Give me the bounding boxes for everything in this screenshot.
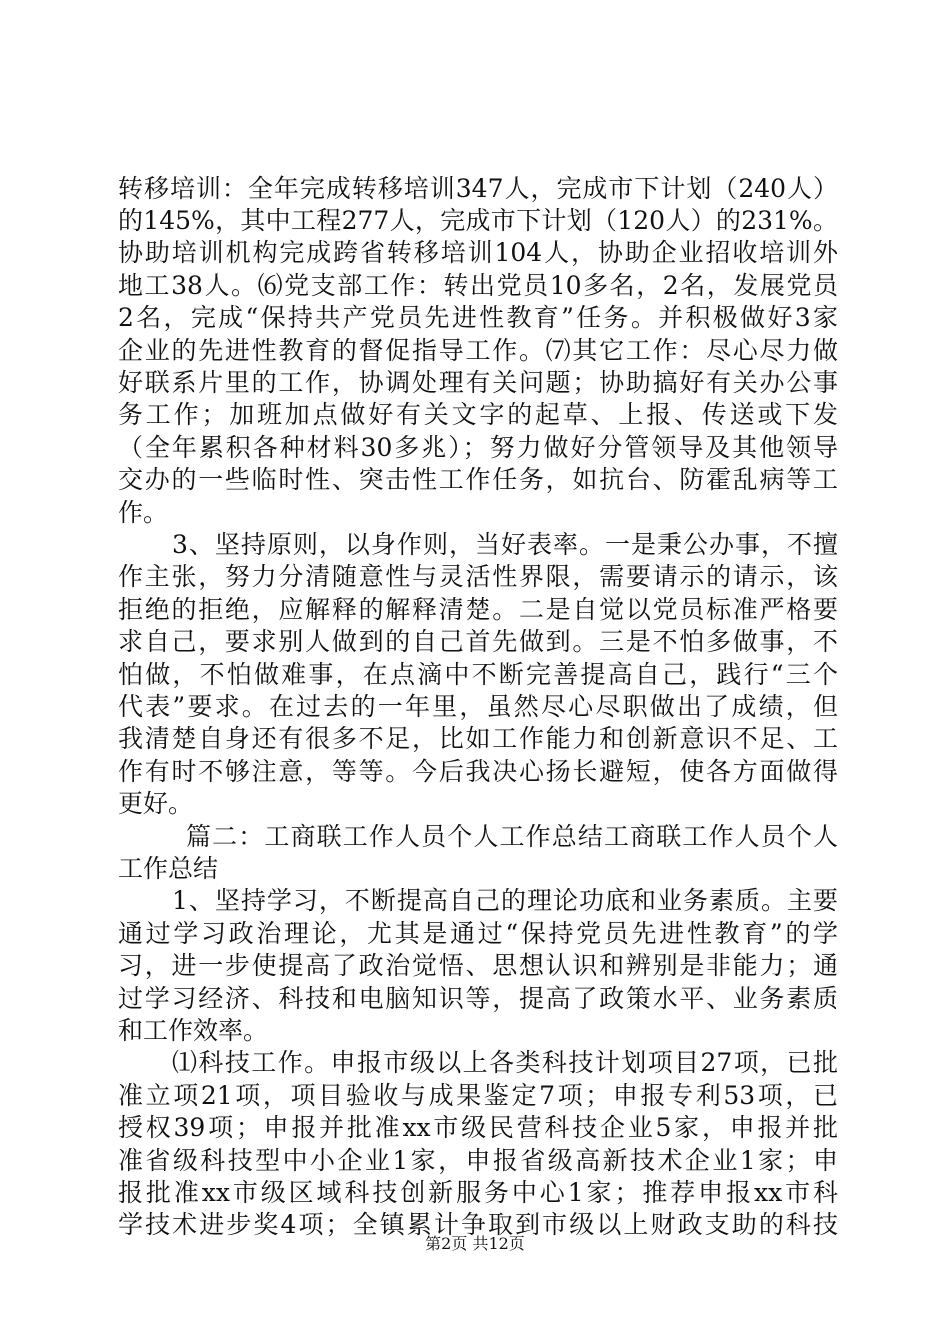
paragraph-heading: ⑴科技工作。申报市级以上各类科技计划项目27项，已批 bbox=[172, 1048, 838, 1077]
paragraph-heading: 3、坚持原则，以身作则，当好表率。一是秉公办事，不擅 bbox=[172, 530, 838, 559]
text-line: 务工作；加班加点做好有关文字的起草、上报、传送或下发 bbox=[118, 400, 838, 429]
text-line: 过学习经济、科技和电脑知识等，提高了政策水平、业务素质 bbox=[118, 984, 838, 1013]
page-number-footer: 第2页 共12页 bbox=[425, 1234, 525, 1253]
text-line: 交办的一些临时性、突击性工作任务，如抗台、防霍乱病等工 bbox=[118, 465, 838, 494]
text-line: 求自己，要求别人做到的自己首先做到。三是不怕多做事，不 bbox=[118, 627, 838, 656]
text-line: 学技术进步奖4项；全镇累计争取到市级以上财政支助的科技 bbox=[118, 1210, 838, 1239]
text-line: 2名，完成“保持共产党员先进性教育”任务。并积极做好3家 bbox=[118, 303, 838, 332]
text-line: 授权39项；申报并批准xx市级民营科技企业5家，申报并批 bbox=[118, 1113, 838, 1142]
text-line: 报批准xx市级区域科技创新服务中心1家；推荐申报xx市科 bbox=[118, 1178, 838, 1207]
text-line: 作。 bbox=[118, 498, 169, 527]
text-line: 代表”要求。在过去的一年里，虽然尽心尽职做出了成绩，但 bbox=[118, 692, 838, 721]
text-line: 的145%，其中工程277人，完成市下计划（120人）的231%。 bbox=[118, 206, 838, 235]
text-line: 准省级科技型中小企业1家，申报省级高新技术企业1家；申 bbox=[118, 1146, 838, 1175]
text-line: 转移培训：全年完成转移培训347人，完成市下计划（240人） bbox=[118, 174, 838, 203]
text-line: 我清楚自身还有很多不足，比如工作能力和创新意识不足、工 bbox=[118, 724, 838, 753]
text-line: 拒绝的拒绝，应解释的解释清楚。二是自觉以党员标准严格要 bbox=[118, 595, 838, 624]
text-line: （全年累积各种材料30多兆）；努力做好分管领导及其他领导 bbox=[118, 433, 838, 462]
text-line: 准立项21项，项目验收与成果鉴定7项；申报专利53项，已 bbox=[118, 1081, 838, 1110]
text-line: 好联系片里的工作，协调处理有关问题；协助搞好有关办公事 bbox=[118, 368, 838, 397]
text-line: 作主张，努力分清随意性与灵活性界限，需要请示的请示，该 bbox=[118, 562, 838, 591]
section-heading-continued: 工作总结 bbox=[118, 854, 219, 883]
paragraph-heading: 1、坚持学习，不断提高自己的理论功底和业务素质。主要 bbox=[172, 886, 838, 915]
text-line: 怕做，不怕做难事，在点滴中不断完善提高自己，践行“三个 bbox=[118, 660, 838, 689]
text-line: 习，进一步使提高了政治觉悟、思想认识和辨别是非能力；通 bbox=[118, 951, 838, 980]
section-heading: 篇二：工商联工作人员个人工作总结工商联工作人员个人 bbox=[186, 822, 838, 851]
text-line: 更好。 bbox=[118, 789, 194, 818]
text-line: 协助培训机构完成跨省转移培训104人，协助企业招收培训外 bbox=[118, 238, 838, 267]
text-line: 地工38人。⑹党支部工作：转出党员10多名，2名，发展党员 bbox=[118, 271, 838, 300]
text-line: 通过学习政治理论，尤其是通过“保持党员先进性教育”的学 bbox=[118, 919, 838, 948]
text-line: 作有时不够注意，等等。今后我决心扬长避短，使各方面做得 bbox=[118, 757, 838, 786]
text-line: 企业的先进性教育的督促指导工作。⑺其它工作：尽心尽力做 bbox=[118, 336, 838, 365]
text-line: 和工作效率。 bbox=[118, 1016, 269, 1045]
